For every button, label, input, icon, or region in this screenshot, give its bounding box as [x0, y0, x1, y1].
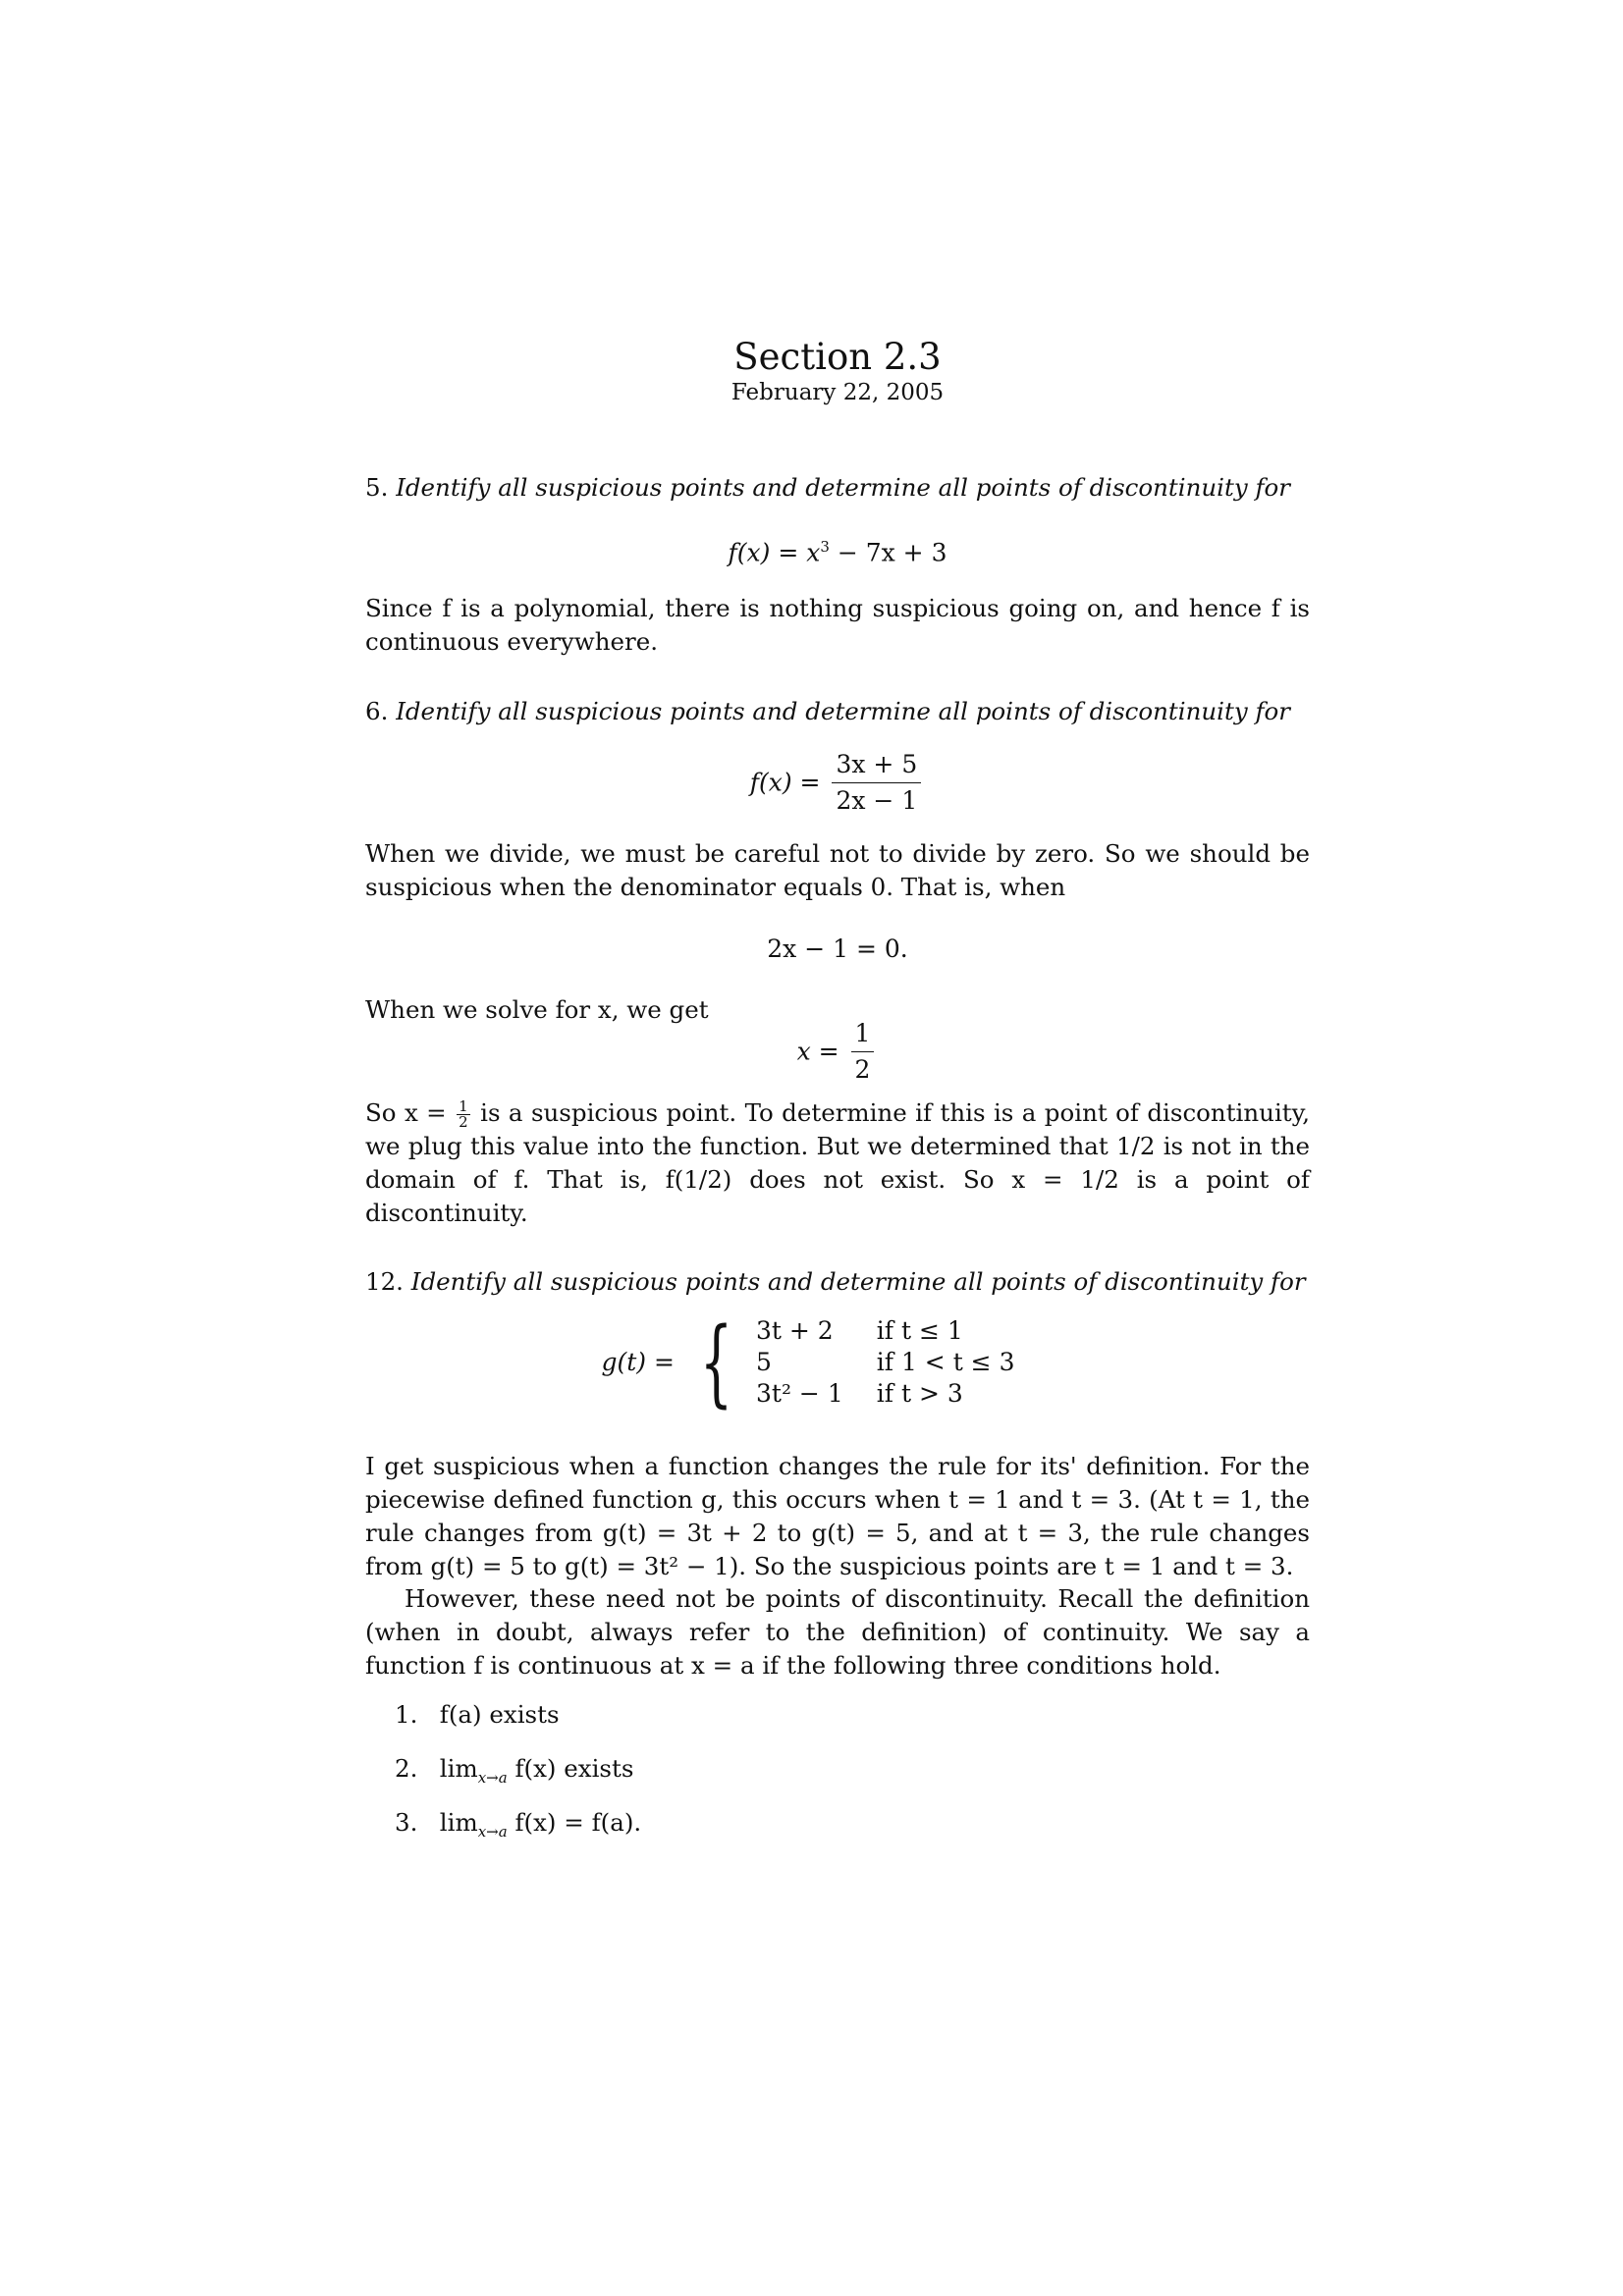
list-item-number: 2.	[395, 1754, 418, 1783]
problem-6-equation-3	[365, 1018, 1310, 1086]
problem-6-equation	[365, 749, 1310, 817]
fraction-numerator: 3x + 5	[832, 749, 921, 783]
limit-operator: lim	[439, 1754, 478, 1783]
piecewise-function	[601, 1308, 1015, 1417]
problem-12-prompt	[365, 1265, 1310, 1299]
problem-number: 12.	[365, 1267, 404, 1296]
equation-rhs-base: x	[806, 538, 821, 567]
problem-6-prompt	[365, 695, 1310, 728]
case-condition: if t > 3	[876, 1379, 963, 1408]
problem-12-paragraph-1: I get suspicious when a function changes the rule for its' definition. For the piecewise defined function g, this occurs when t = 1 and t = 3. (At t = 1, the rule changes from g(t) = 3t + 2 to g(t) = 5, and at t = 3, the rule changes from g(t) = 5 to g(t) = 3t² − 1). So the suspicious points are t = 1 and t = 3.	[365, 1452, 1310, 1580]
list-item	[395, 1806, 641, 1848]
equation-rhs-rest: − 7x + 3	[829, 538, 947, 567]
limit-subscript: x→a	[477, 1822, 508, 1841]
problem-6-solve-text: When we solve for x, we get	[365, 995, 709, 1024]
fraction	[851, 1018, 875, 1086]
list-item	[395, 1698, 560, 1732]
list-item-text: f(x) = f(a).	[507, 1808, 642, 1837]
page-date: February 22, 2005	[730, 380, 945, 405]
page-title: Section 2.3	[733, 336, 942, 378]
inline-fraction-denominator: 2	[459, 1113, 468, 1131]
problem-6-equation-2: 2x − 1 = 0.	[767, 934, 908, 963]
list-item-text: f(a) exists	[439, 1700, 560, 1729]
limit-operator: lim	[439, 1808, 478, 1837]
case-expression: 5	[756, 1348, 772, 1376]
inline-fraction	[457, 1099, 470, 1130]
problem-prompt-text: Identify all suspicious points and determine all points of discontinuity for	[410, 1267, 1306, 1296]
case-expression: 3t² − 1	[756, 1379, 843, 1408]
inline-fraction-numerator: 1	[459, 1097, 468, 1115]
problem-12-paragraph-2: However, these need not be points of discontinuity. Recall the definition (when in doubt, always refer to the definition) of continuity. We say a function f is continuous at x = a if the following three conditions hold.	[365, 1584, 1310, 1680]
case-expression: 3t + 2	[756, 1316, 834, 1345]
conclusion-text-a: So x =	[365, 1098, 456, 1127]
list-item	[395, 1752, 633, 1794]
list-item-number: 3.	[395, 1808, 418, 1837]
problem-5-prompt	[365, 471, 1310, 505]
equation-lhs: x =	[796, 1037, 839, 1066]
equation-lhs: g(t) =	[601, 1348, 675, 1376]
left-brace-icon: {	[699, 1308, 733, 1417]
problem-number: 6.	[365, 697, 389, 725]
problem-12-piecewise-equation	[336, 1308, 1280, 1417]
fraction-numerator: 1	[851, 1018, 875, 1052]
list-item-number: 1.	[395, 1700, 418, 1729]
fraction-denominator: 2x − 1	[836, 786, 918, 815]
fraction-denominator: 2	[854, 1055, 871, 1084]
problem-5-equation	[365, 530, 1310, 569]
problem-prompt-text: Identify all suspicious points and determine all points of discontinuity for	[396, 697, 1290, 725]
equation-lhs: f(x) =	[749, 768, 821, 797]
conclusion-text-b: is a suspicious point. To determine if this is a point of discontinuity, we plug this value into the function. But we determined that 1/2 is not in the domain of f. That is, f(1/2) does not exist. So x = 1/2 is a point of discontinuity.	[365, 1098, 1310, 1227]
equation-lhs: f(x) =	[728, 538, 799, 567]
equation-exponent: 3	[820, 538, 830, 556]
problem-prompt-text: Identify all suspicious points and determine all points of discontinuity for	[396, 473, 1290, 502]
problem-6-conclusion	[365, 1096, 1310, 1230]
case-condition: if t ≤ 1	[876, 1316, 963, 1345]
list-item-text: f(x) exists	[507, 1754, 634, 1783]
problem-number: 5.	[365, 473, 389, 502]
case-condition: if 1 < t ≤ 3	[876, 1348, 1015, 1376]
problem-6-answer-intro: When we divide, we must be careful not to divide by zero. So we should be suspicious when the denominator equals 0. That is, when	[365, 839, 1310, 901]
cases-grid	[756, 1315, 1014, 1410]
limit-subscript: x→a	[477, 1768, 508, 1787]
problem-5-answer: Since f is a polynomial, there is nothing suspicious going on, and hence f is continuous everywhere.	[365, 594, 1310, 656]
fraction	[832, 749, 921, 817]
